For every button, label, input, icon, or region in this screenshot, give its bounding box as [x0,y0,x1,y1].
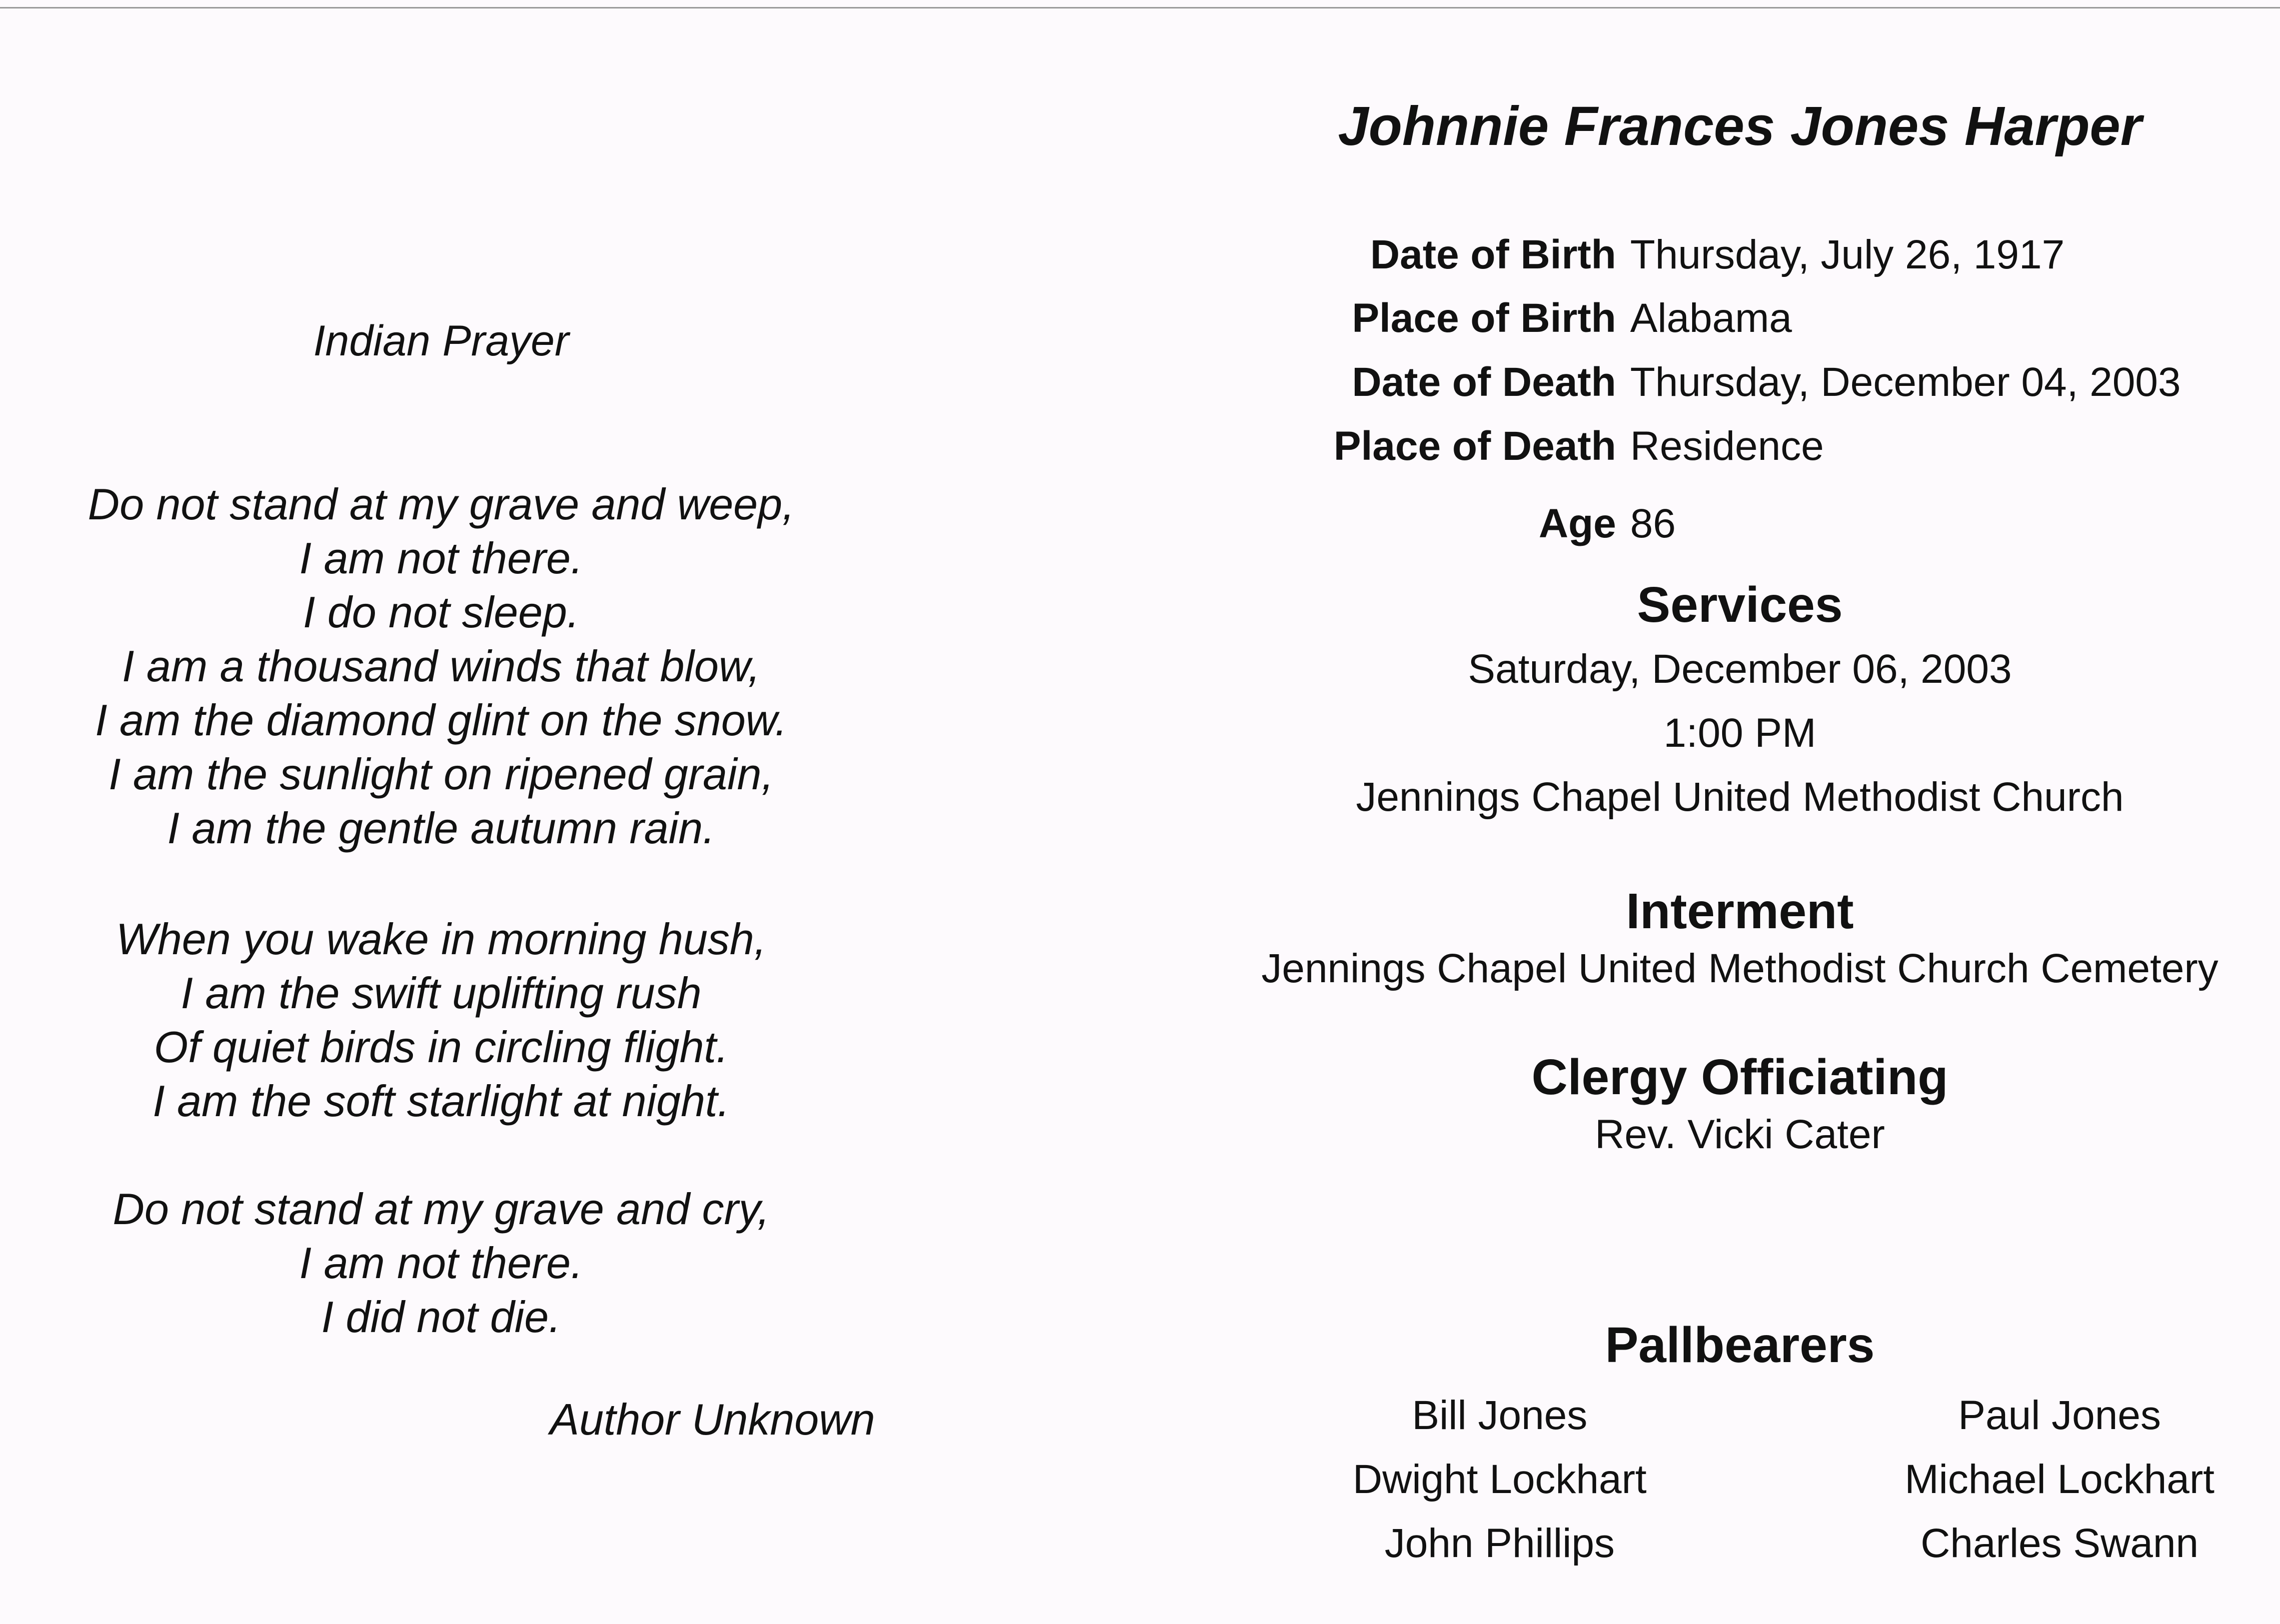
interment-location: Jennings Chapel United Methodist Church Cemetery [1261,946,2219,991]
interment-section [1200,879,2280,994]
fact-value: Residence [1630,423,1824,469]
poem-line: Do not stand at my grave and weep, [87,479,795,529]
fact-row-place-of-birth [1200,291,2280,346]
pallbearer-name: Charles Swann [1920,1521,2199,1566]
pallbearers-left-column [1275,1384,1725,1576]
poem-line: I am the sunlight on ripened grain, [108,749,774,799]
fact-label: Place of Death [1333,423,1616,469]
poem-line: I am the soft starlight at night. [152,1076,730,1126]
services-section [1200,572,2280,829]
poem-line: I am the swift uplifting rush [180,968,702,1018]
fact-label: Age [1539,501,1616,546]
poem-line: I am a thousand winds that blow, [122,641,760,691]
poem-line: I do not sleep. [303,587,579,637]
poem-stanza-2 [0,912,882,1128]
fact-value: Thursday, July 26, 1917 [1630,232,2065,277]
pallbearer-name: Dwight Lockhart [1353,1457,1647,1502]
poem-title: Indian Prayer [313,317,569,365]
poem-line: I did not die. [321,1292,561,1342]
poem-panel [0,0,882,1624]
fact-row-date-of-death [1200,355,2280,410]
fact-row-date-of-birth [1200,227,2280,282]
pallbearer-name: Michael Lockhart [1905,1457,2215,1502]
deceased-name: Johnnie Frances Jones Harper [1338,95,2142,157]
section-heading-pallbearers: Pallbearers [1605,1317,1875,1373]
services-location: Jennings Chapel United Methodist Church [1356,774,2124,820]
fact-label: Date of Death [1352,359,1616,405]
poem-line: I am not there. [299,533,583,583]
poem-stanza-3 [0,1182,882,1344]
poem-author: Author Unknown [550,1395,875,1444]
poem-line: When you wake in morning hush, [115,914,767,964]
pallbearer-name: Bill Jones [1412,1393,1588,1438]
section-heading: Interment [1626,883,1854,939]
fact-label: Date of Birth [1370,232,1616,277]
poem-stanza-1 [0,477,882,855]
poem-line: I am the gentle autumn rain. [167,803,715,853]
services-date: Saturday, December 06, 2003 [1468,646,2012,692]
poem-line: I am the diamond glint on the snow. [95,695,787,745]
pallbearer-name: John Phillips [1384,1521,1615,1566]
fact-label: Place of Birth [1352,295,1616,341]
section-heading: Clergy Officiating [1531,1049,1949,1105]
poem-line: Of quiet birds in circling flight. [153,1022,729,1072]
fact-value: 86 [1630,501,1676,546]
fact-value: Thursday, December 04, 2003 [1630,359,2181,405]
fact-row-age [1200,496,2280,551]
poem-line: I am not there. [299,1238,583,1288]
obituary-panel [1200,0,2280,1624]
services-time: 1:00 PM [1663,710,1817,756]
pallbearers-right-column [1835,1384,2280,1576]
poem-line: Do not stand at my grave and cry, [112,1184,770,1234]
clergy-name: Rev. Vicki Cater [1595,1112,1885,1157]
fact-row-place-of-death [1200,419,2280,474]
clergy-section [1200,1045,2280,1160]
pallbearer-name: Paul Jones [1958,1393,2161,1438]
fact-value: Alabama [1630,295,1792,341]
section-heading: Services [1637,577,1843,633]
